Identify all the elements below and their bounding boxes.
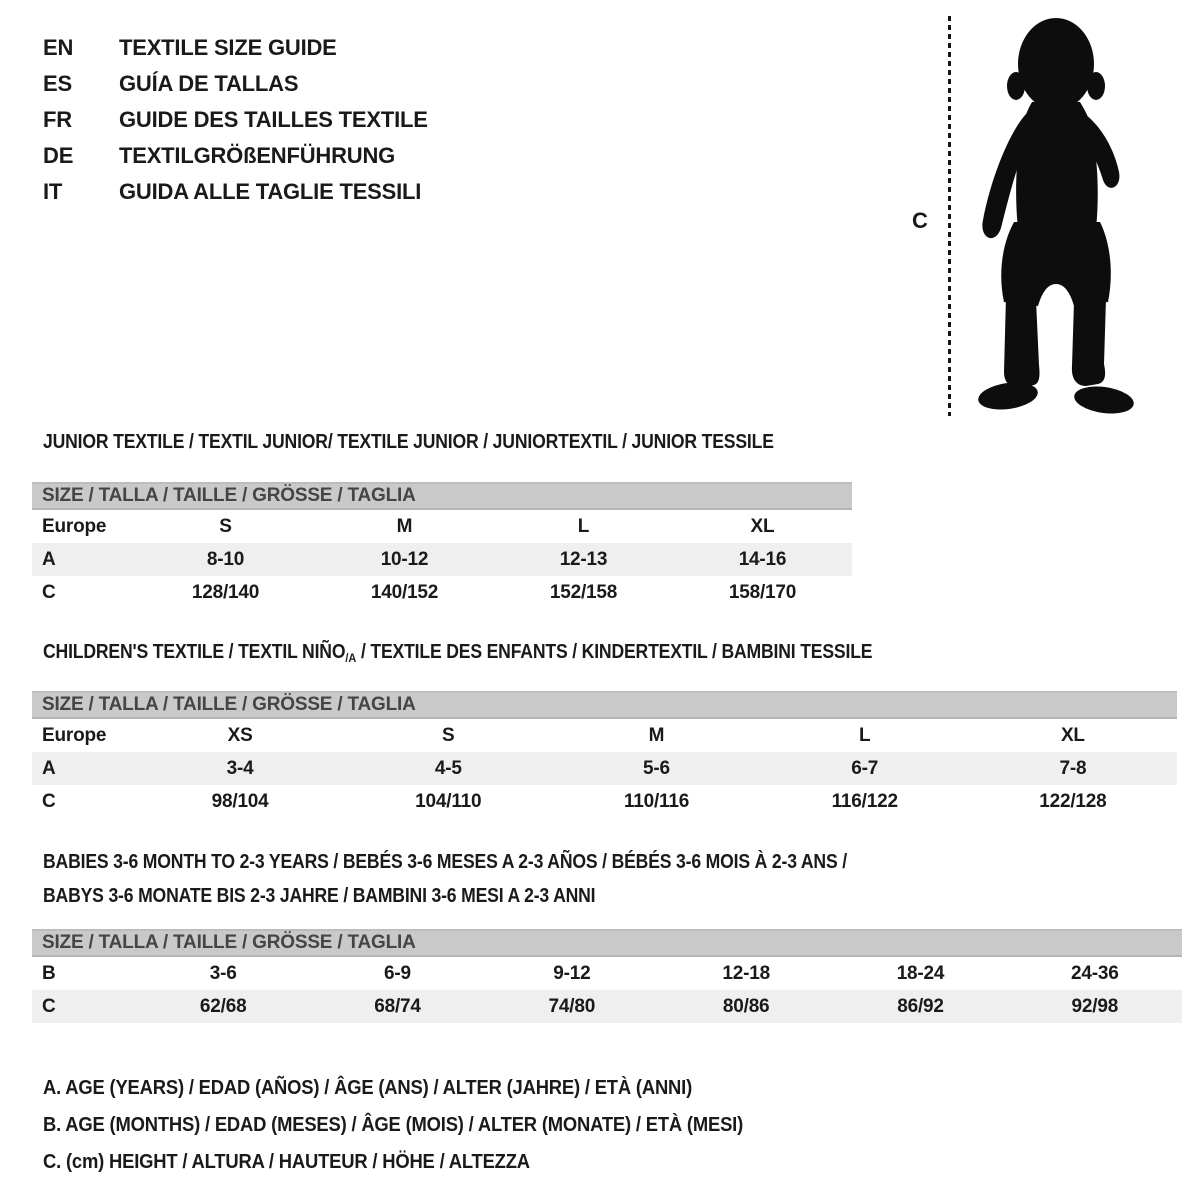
children-size-table (32, 691, 1177, 818)
junior-size-table (32, 482, 852, 609)
size-cell: 14-16 (738, 548, 787, 570)
height-measure-dashed-line-icon (948, 16, 951, 416)
legend (43, 1070, 743, 1181)
section-title-text: / TEXTILE DES ENFANTS / KINDERTEXTIL / BAMBINI TESSILE (356, 641, 873, 663)
language-list (43, 30, 428, 210)
size-cell: 3-6 (209, 962, 237, 984)
size-cell: 74/80 (548, 995, 596, 1017)
size-cell: M (396, 515, 413, 537)
size-cell: 68/74 (374, 995, 421, 1017)
section-title-children (43, 641, 872, 665)
legend-line-b: B. AGE (MONTHS) / EDAD (MESES) / ÂGE (MOIS) / ALTER (MONATE) / ETÀ (MESI) (43, 1114, 744, 1136)
height-measure-label: C (912, 208, 928, 233)
size-cell: 9-12 (553, 962, 591, 984)
size-cell: XL (750, 515, 775, 537)
babies-size-table (32, 929, 1182, 1023)
toddler-silhouette-icon (968, 14, 1140, 422)
language-code: DE (43, 143, 74, 168)
size-cell: XL (1060, 724, 1085, 746)
language-row (43, 102, 428, 138)
section-title-subscript: /A (345, 651, 357, 665)
size-table-header: SIZE / TALLA / TAILLE / GRÖSSE / TAGLIA (32, 482, 852, 510)
language-label: GUIDA ALLE TAGLIE TESSILI (119, 179, 422, 204)
section-title-text: CHILDREN'S TEXTILE / TEXTIL NIÑO (43, 641, 346, 663)
size-cell: 62/68 (199, 995, 247, 1017)
size-cell: 158/170 (728, 581, 797, 603)
language-label: TEXTILGRÖßENFÜHRUNG (119, 143, 396, 168)
size-cell: 6-7 (851, 757, 879, 779)
section-title-babies (43, 845, 847, 913)
row-label: Europe (42, 515, 107, 537)
size-cell: 3-4 (226, 757, 254, 779)
size-cell: 10-12 (380, 548, 429, 570)
language-label: TEXTILE SIZE GUIDE (119, 35, 337, 60)
language-code: EN (43, 35, 74, 60)
row-label: Europe (42, 724, 107, 746)
size-cell: 12-18 (722, 962, 770, 984)
size-cell: 6-9 (384, 962, 411, 984)
section-title-junior: JUNIOR TEXTILE / TEXTIL JUNIOR/ TEXTILE JUNIOR / JUNIORTEXTIL / JUNIOR TESSILE (43, 431, 774, 453)
language-code: IT (43, 179, 63, 204)
size-cell: 140/152 (370, 581, 439, 603)
size-cell: 24-36 (1071, 962, 1119, 984)
row-label: C (42, 581, 56, 603)
size-cell: L (858, 724, 871, 746)
row-label: B (42, 962, 56, 984)
size-cell: 7-8 (1059, 757, 1087, 779)
language-code: FR (43, 107, 72, 132)
language-row (43, 30, 428, 66)
size-cell: 80/86 (722, 995, 770, 1017)
legend-line-c: C. (cm) HEIGHT / ALTURA / HAUTEUR / HÖHE / ALTEZZA (43, 1151, 530, 1173)
size-cell: 152/158 (549, 581, 618, 603)
legend-line-a: A. AGE (YEARS) / EDAD (AÑOS) / ÂGE (ANS) / ALTER (JAHRE) / ETÀ (ANNI) (43, 1077, 693, 1099)
table-row-height (32, 990, 1182, 1023)
size-cell: 98/104 (211, 790, 269, 812)
language-row (43, 138, 428, 174)
size-cell: 12-13 (559, 548, 608, 570)
size-cell: 5-6 (643, 757, 670, 779)
table-row-months (32, 957, 1182, 990)
language-label: GUIDE DES TAILLES TEXTILE (119, 107, 428, 132)
size-cell: 86/92 (897, 995, 944, 1017)
language-row (43, 66, 428, 102)
table-row-age (32, 752, 1177, 785)
size-cell: 92/98 (1071, 995, 1119, 1017)
size-cell: 8-10 (206, 548, 245, 570)
size-cell: S (442, 724, 455, 746)
size-cell: 110/116 (623, 790, 690, 812)
size-cell: L (577, 515, 590, 537)
table-row-europe (32, 719, 1177, 752)
table-row-height (32, 576, 852, 609)
table-row-age (32, 543, 852, 576)
size-cell: XS (227, 724, 253, 746)
size-cell: 104/110 (415, 790, 482, 812)
size-table-header: SIZE / TALLA / TAILLE / GRÖSSE / TAGLIA (32, 929, 1182, 957)
size-cell: M (648, 724, 665, 746)
row-label: C (42, 790, 56, 812)
size-cell: S (219, 515, 232, 537)
size-cell: 128/140 (191, 581, 260, 603)
size-cell: 122/128 (1039, 790, 1107, 812)
section-title-line: BABIES 3-6 MONTH TO 2-3 YEARS / BEBÉS 3-6 MESES A 2-3 AÑOS / BÉBÉS 3-6 MOIS À 2-3 ANS / (43, 851, 847, 873)
size-cell: 18-24 (896, 962, 945, 984)
row-label: C (42, 995, 56, 1017)
section-title-line: BABYS 3-6 MONATE BIS 2-3 JAHRE / BAMBINI 3-6 MESI A 2-3 ANNI (43, 885, 596, 907)
row-label: A (42, 548, 56, 570)
language-row (43, 174, 428, 210)
table-row-height (32, 785, 1177, 818)
size-cell: 116/122 (831, 790, 898, 812)
table-row-europe (32, 510, 852, 543)
row-label: A (42, 757, 56, 779)
size-cell: 4-5 (434, 757, 462, 779)
language-label: GUÍA DE TALLAS (119, 71, 299, 96)
size-table-header: SIZE / TALLA / TAILLE / GRÖSSE / TAGLIA (32, 691, 1177, 719)
language-code: ES (43, 71, 72, 96)
